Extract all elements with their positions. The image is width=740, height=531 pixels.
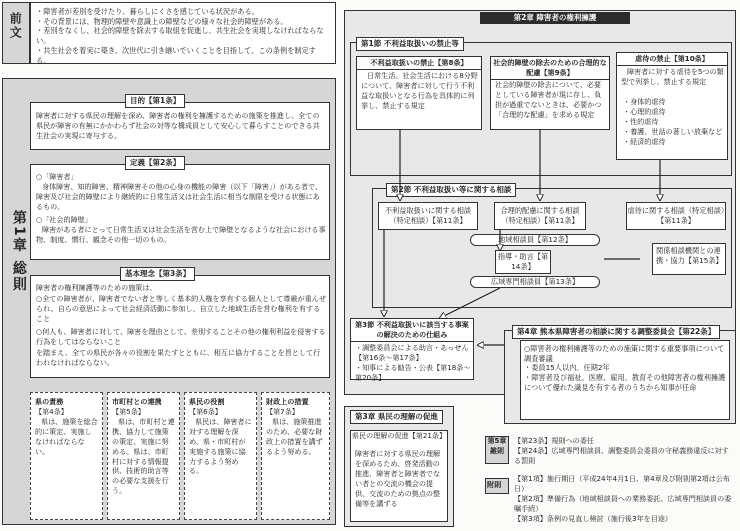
- chapter3-text: 障害者に対する県民の理解を深めるため、啓発活動の推進、障害者と障害者でない者との交流の機会の提供、交流のための拠点の整備等を講ずる: [355, 449, 441, 508]
- chapter4-item: ○障害者の権利擁護等のための施策に関する重要事項について調査審議: [524, 344, 725, 363]
- guidance-label: 指導・助言【第14条】: [497, 252, 549, 271]
- abuse-item: ・養護、世話の著しい放棄など: [623, 127, 723, 136]
- duty-text: 県は、施策を総合的に策定、実施しなければならない。: [35, 416, 98, 456]
- chapter4-item: ・委員15人以内、任期2年: [524, 363, 610, 373]
- regional-label: 地域相談員【第12条】: [498, 235, 572, 244]
- chapter5-item: 【第24条】広域専門相談員、調整委員会委員の守秘義務違反に対する罰則: [514, 446, 729, 465]
- duty-article: 【第4条】: [35, 406, 68, 416]
- abuse-item: ・性的虐待: [623, 117, 659, 126]
- consult1-label: 不利益取扱いに関する相談（特定相談）【第11条】: [384, 206, 472, 225]
- abuse-item: ・心理的虐待: [623, 107, 666, 116]
- chapter4-title: 第4章 熊本県障害者の相談に関する調整委員会【第22条】: [512, 325, 720, 339]
- sec2-title: 第2節 不利益取扱い等に関する相談: [386, 183, 516, 197]
- chapter2-title: 第2章 障害者の権利擁護: [480, 12, 630, 24]
- duty-text: 県は、施策推進のため、必要な財政上の措置を講ずるよう努める。: [266, 416, 323, 456]
- sec3-title: 第3節 不利益取扱いに該当する事案の解決のための仕組み: [351, 319, 473, 342]
- preamble-item: ・障害者が差別を受けたり、暮らしにくさを感じている状況がある。: [36, 7, 259, 16]
- sec1-title: 第1節 不利益取扱いの禁止等: [356, 37, 464, 51]
- duty-article: 【第5条】: [112, 406, 145, 416]
- prohibit-title: 不利益取扱いの禁止【第8条】: [357, 57, 481, 70]
- duty-title: 県民の役割: [189, 397, 225, 406]
- abuse-item: ・経済的虐待: [623, 137, 666, 146]
- purpose-text: 障害者に対する県民の理解を深め、障害者の権利を擁護するための施策を推進し、全ての県民が障害の有無にかかわらず社会の対等な構成員として安心して暮らすことのできる共生社会の実現に寄与する。: [36, 111, 320, 140]
- chapter3-title: 第3章 県民の理解の促進: [350, 410, 443, 424]
- abuse-title: 虐待の禁止【第10条】: [617, 53, 727, 66]
- principle-intro: 障害者の権利擁護等のための施策は、: [36, 283, 157, 292]
- duty-title: 市町村との連携: [112, 397, 162, 406]
- supplement-item: 【第2項】準備行為（地域相談員への業務委託、広域専門相談員の委嘱手続）: [514, 494, 732, 513]
- cooperation-label: 関係相談機関との連携・協力【第15条】: [656, 246, 723, 265]
- abuse-text: 障害者に対する虐待を5つの類型で列挙し、禁止する規定: [621, 67, 724, 86]
- accommodation-text: 社会的障壁の除去について、必要としている障害者が現に存し、負担が過重でないときは、必要かつ「合理的な配慮」を求める規定: [495, 80, 602, 119]
- chapter5-label: 第5章 雑則: [487, 437, 507, 455]
- definition-a-head: ○「障害者」: [36, 172, 78, 181]
- accommodation-title: 社会的障壁の除去のための合理的な配慮【第9条】: [491, 57, 609, 80]
- duty-text: 県民は、障害者に対する理解を深め、県・市町村が実施する施策に協力するよう努める。: [189, 416, 252, 476]
- abuse-item: ・身体的虐待: [623, 97, 666, 106]
- chapter4-item: ・障害者及び福祉、医療、雇用、教育その他障害者の権利擁護について優れた識見を有する者のうちから知事が任命: [524, 373, 726, 392]
- principle-title: 基本理念【第3条】: [120, 267, 195, 281]
- definition-b-head: ○「社会的障壁」: [36, 215, 92, 224]
- preamble-item: ・その背景には、物理的障壁や意識上の障壁などの様々な社会的障壁がある。: [36, 16, 288, 26]
- sec3-item: ・調整委員会による助言・あっせん【第16条〜第17条】: [355, 343, 469, 362]
- definition-b-text: 障害がある者にとって日常生活又は社会生活を営む上で障壁となるような社会における事物、制度、慣行、観念その他一切のもの。: [36, 225, 326, 244]
- preamble-label: 前文: [8, 12, 23, 40]
- chapter1-label: 第1章 総則: [10, 210, 27, 293]
- preamble-item: ・差別をなくし、社会的障壁を除去する取組を促進し、共生社会を実現しなければならない。: [36, 26, 324, 46]
- principle-p1: ○全ての障害者が、障害者でない者と等しく基本的人権を享有する個人として尊厳が重んぜられ、自らの意思によって社会経済活動に参加し、自立した地域生活を営む権利を有すること: [36, 294, 326, 323]
- purpose-title: 目的【第1条】: [125, 94, 185, 108]
- principle-p3: を踏まえ、全ての県民が各々の役割を果たすとともに、相互に協力することを旨として行われなければならない。: [36, 348, 321, 367]
- duty-article: 【第7条】: [266, 406, 299, 416]
- sec3-item: ・知事による勧告・公表【第18条〜第20条】: [355, 363, 471, 382]
- prohibit-text: 日常生活、社会生活における8分野について、障害者に対して行う不利益な取扱いとなる行為を具体的に列挙し、禁止する規定: [361, 71, 478, 110]
- chapter3-inner-title: 県民の理解の促進【第21条】: [351, 431, 447, 440]
- duty-title: 財政上の措置: [266, 397, 309, 406]
- supplement-label: 附則: [487, 480, 502, 489]
- duty-title: 県の責務: [35, 397, 64, 406]
- consult3-label: 虐待に関する相談（特定相談）【第11条】: [627, 206, 725, 225]
- arrow-wide-to-sec3: [440, 288, 500, 318]
- consult2-label: 合理的配慮に関する相談（特定相談）【第11条】: [500, 206, 580, 225]
- wide-label: 広域専門相談員【第13条】: [490, 277, 580, 286]
- definition-title: 定義【第2条】: [125, 156, 185, 170]
- supplement-item: 【第1項】施行期日（平成24年4月1日、第4章及び附則第2項は公布日）: [514, 474, 731, 493]
- supplement-item: 【第3項】条例の見直し検討（施行後3年を目途）: [514, 514, 672, 523]
- duty-text: 県は、市町村と連携、協力して施策の策定、実施に努める。県は、市町村に対する情報提供、技術的助言等の必要な支援を行う。: [112, 416, 175, 496]
- duty-article: 【第6条】: [189, 406, 222, 416]
- chapter5-item: 【第23条】規則への委任: [514, 436, 594, 445]
- principle-p2: ○何人も、障害者に対して、障害を理由として、差別することその他の権利利益を侵害する行為をしてはならないこと: [36, 327, 326, 346]
- preamble-item: ・共生社会を着実に築き、次世代に引き継いでいくことを目指して、この条例を制定する。: [36, 45, 316, 65]
- definition-a-text: 身体障害、知的障害、精神障害その他の心身の機能の障害（以下「障害」）がある者で、障害及び社会的障壁により継続的に日常生活又は社会生活に相当な制限を受ける状態にあるもの。: [36, 182, 323, 211]
